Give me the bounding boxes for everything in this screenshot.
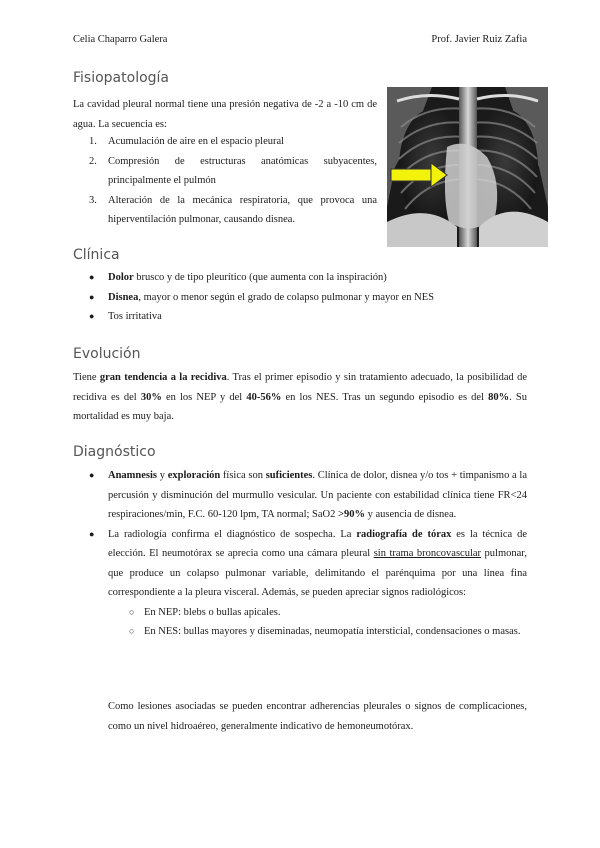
list-item: ○ En NEP: blebs o bullas apicales.: [129, 606, 281, 618]
diagnostico-list: [89, 466, 528, 642]
section-title-clinica: Clínica: [73, 247, 120, 263]
section-title-diagnostico: Diagnóstico: [73, 444, 156, 460]
section-title-evolucion: Evolución: [73, 346, 141, 362]
list-item: 2. Compresión de estructuras anatómicas subyacentes, principalmente el pulmón: [89, 155, 377, 186]
list-item: ● La radiología confirma el diagnóstico de sospecha. La radiografía de tórax es la técnica de elección. El neumotórax se aprecia como una cámara pleural sin trama broncovascular pulmonar, que produce un colapso pulmonar variable, delimitando el parénquima por una línea fina correspondiente a la pleura visceral. Además, se pueden apreciar signos radiológicos: ○ En NEP: blebs o bullas apicales. ○ En NES: bullas mayores y diseminadas, neumopatía intersticial, condensaciones o masas.: [108, 525, 527, 642]
radiological-signs-list: [129, 603, 527, 642]
page-header: [73, 34, 527, 50]
list-item: ● Anamnesis y exploración física son suficientes. Clínica de dolor, disnea y/o tos + timpanismo a la percusión y disminución del murmullo vesicular. Un paciente con estabilidad clínica tiene FR<24 respiraciones/min, F.C. 60-120 lpm, TA normal; SaO2 >90% y ausencia de disnea.: [89, 470, 528, 520]
evolucion-paragraph: Tiene gran tendencia a la recidiva. Tras el primer episodio y sin tratamiento adecuado, la posibilidad de recidiva es del 30% en los NEP y del 40-56% en los NES. Tras un segundo episodio es del 80%. Su mortalidad es muy baja.: [73, 372, 527, 422]
clinica-list: [89, 268, 527, 327]
list-item: 3. Alteración de la mecánica respiratoria, que provoca una hiperventilación pulmonar, causando disnea.: [89, 194, 377, 225]
list-item: ● Dolor brusco y de tipo pleurítico (que aumenta con la inspiración): [89, 272, 387, 283]
professor-name: Prof. Javier Ruiz Zafia: [431, 34, 527, 45]
section-title-fisiopatologia: Fisiopatología: [73, 70, 170, 86]
list-item: ● Disnea, mayor o menor según el grado de colapso pulmonar y mayor en NES: [89, 291, 435, 303]
chest-xray-image: [387, 87, 548, 247]
list-item: ● Tos irritativa: [89, 311, 162, 322]
fisiopatologia-intro: La cavidad pleural normal tiene una presión negativa de -2 a -10 cm de agua. La secuencia es:: [73, 99, 377, 130]
list-item: ○ En NES: bullas mayores y diseminadas, neumopatía intersticial, condensaciones o masas.: [129, 626, 521, 637]
diagnostico-closing: Como lesiones asociadas se pueden encontrar adherencias pleurales o signos de complicaciones, como un nivel hidroaéreo, generalmente indicativo de hemoneumotórax.: [108, 701, 527, 732]
list-item: 1. Acumulación de aire en el espacio pleural: [89, 136, 285, 147]
author-name: Celia Chaparro Galera: [73, 34, 168, 45]
fisiopatologia-steps: [89, 132, 377, 230]
